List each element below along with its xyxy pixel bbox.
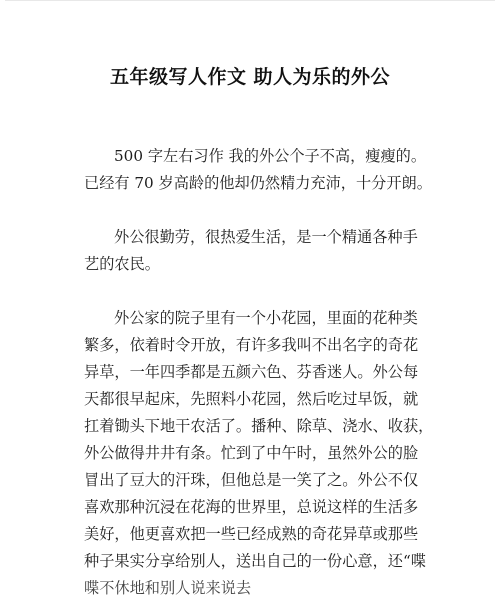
paragraph-line: 异草，一年四季都是五颜六色、芬香迷人。外公每 <box>84 363 419 381</box>
paragraph-line: 扛着锄头下地干农活了。播种、除草、浇水、收获， <box>84 417 434 435</box>
page-top-edge <box>5 0 495 1</box>
paragraph-3 <box>84 305 434 597</box>
paragraph-line: 外公做得井井有条。忙到了中午时，虽然外公的脸 <box>84 444 419 462</box>
paragraph-line: 天都很早起床，先照料小花园，然后吃过早饭，就 <box>84 390 419 408</box>
paragraph-line: 已经有 70 岁高龄的他却仍然精力充沛，十分开朗。 <box>84 174 432 192</box>
paragraph-2 <box>84 224 424 278</box>
paragraph-line: 外公家的院子里有一个小花园，里面的花种类 <box>114 309 418 327</box>
paragraph-line-partial: 喋不休地和别人说来说去 <box>84 579 252 597</box>
paragraph-line: 繁多，依着时令开放，有许多我叫不出名字的奇花 <box>84 336 419 354</box>
paragraph-line: 艺的农民。 <box>84 255 160 273</box>
paragraph-line: 500 字左右习作 我的外公个子不高，瘦瘦的。 <box>114 147 427 165</box>
paragraph-line: 喜欢那种沉浸在花海的世界里，总说这样的生活多 <box>84 498 419 516</box>
document-body <box>84 143 434 614</box>
paragraph-line: 种子果实分享给别人，送出自己的一份心意，还“喋 <box>84 552 426 570</box>
document-title: 五年级写人作文 助人为乐的外公 <box>109 66 391 88</box>
paragraph-1 <box>84 143 432 197</box>
paragraph-line: 外公很勤劳，很热爱生活，是一个精通各种手 <box>114 228 418 246</box>
paragraph-line: 美好，他更喜欢把一些已经成熟的奇花异草或那些 <box>84 525 419 543</box>
paragraph-line: 冒出了豆大的汗珠，但他总是一笑了之。外公不仅 <box>84 471 419 489</box>
